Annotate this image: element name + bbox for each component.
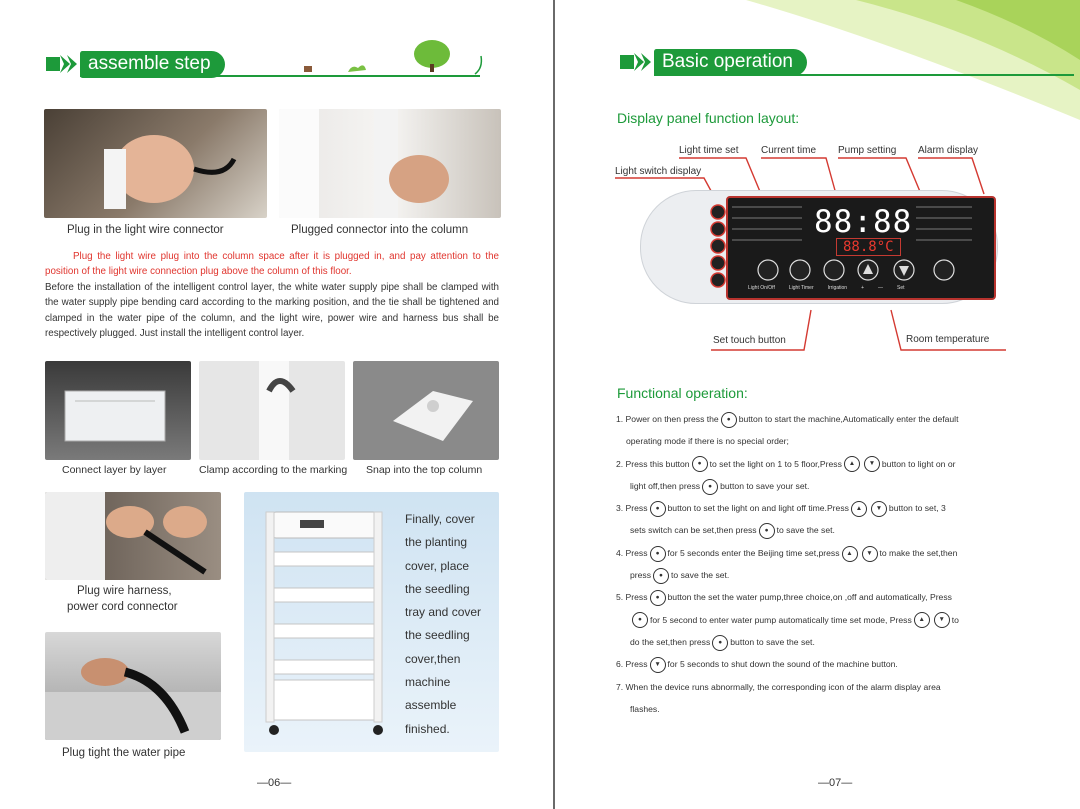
btn-label: Light Timer (788, 285, 814, 291)
step-1: 1. Power on then press the ● button to start the machine,Automatically enter the default (616, 408, 1036, 430)
down-button-icon: ▼ (871, 501, 887, 517)
photo-clamp-marking (199, 361, 345, 460)
confirm-button-icon: ● (702, 479, 718, 495)
pump-segments (916, 206, 972, 250)
operation-steps: 1. Power on then press the ● button to start the machine,Automatically enter the default operating mode if there is no special order; 2. Press this button ● to set the light on 1 to 5 floor,Press ▲ ▼ button to light on or light off,then press ● button to save your set. 3. Press ● button to set the light on and light off time.Press ▲ ▼ button to set, 3 sets switch can be set,then press ● to save the set. 4. Press ● for 5 seconds enter the Beijing time set,press ▲ ▼ to make the set,then press ● to save the set. 5. Press ● button the set the water pump,three choice,on ,off and automatically, Press ● for 5 second to enter water pump automatically time set mode, Press ▲ ▼ to do the set,then press ● button to save the set. 6. Press ▼ for 5 seconds to shut down the sound of the machine button. 7. When the device runs abnormally, the corresponding icon of the alarm display area flashes. (616, 408, 1036, 720)
light-timer-segments (732, 206, 802, 250)
finally-line: Finally, cover (405, 512, 475, 526)
right-page (556, 0, 1080, 809)
down-button-icon: ▼ (650, 657, 666, 673)
pump-button-icon: ● (632, 612, 648, 628)
panel-callout-lines (556, 0, 1080, 360)
instruction-body: Before the installation of the intelligent control layer, the white water supply pipe shall be clamped with the water supply pipe bending card according to the marking position, and the tie shall be tightened and clamped in the water pipe of the column, and the light wire, power wire and harness bus shall be respectively plugged. Just install the intelligent control layer. (45, 281, 499, 340)
label-set-touch-button: Set touch button (713, 335, 786, 346)
step-2: 2. Press this button ● to set the light on 1 to 5 floor,Press ▲ ▼ button to light on or (616, 453, 1036, 475)
confirm-button-icon: ● (721, 412, 737, 428)
page-number-left: —06— (257, 777, 292, 789)
down-button-icon: ▼ (934, 612, 950, 628)
down-button-icon: ▼ (862, 546, 878, 562)
photo-plugged-connector (279, 109, 501, 218)
finally-line: assemble (405, 698, 457, 713)
photo-snap-top (353, 361, 499, 460)
up-button-icon: ▲ (914, 612, 930, 628)
caption-clamp-marking: Clamp according to the marking (199, 464, 348, 476)
caption-wire-harness-1: Plug wire harness, (77, 585, 172, 597)
tree-decoration-icon (300, 36, 490, 78)
pump-button-icon: ● (650, 590, 666, 606)
header-title: Basic operation (654, 49, 807, 76)
finally-text (405, 508, 495, 741)
finally-line: finished. (405, 721, 450, 736)
caption-plug-light-wire: Plug in the light wire connector (67, 224, 224, 236)
btn-label: Set (896, 285, 905, 291)
functional-operation-heading: Functional operation: (617, 385, 748, 401)
photo-connect-layer (45, 361, 191, 460)
confirm-button-icon: ● (759, 523, 775, 539)
display-panel-heading: Display panel function layout: (617, 110, 800, 126)
caption-wire-harness-2: power cord connector (67, 601, 178, 613)
finally-line: the seedling (405, 628, 470, 643)
instruction-warning: Plug the light wire plug into the column space after it is plugged in, and pay attention to the position of the light wire connection plug above the column of this floor. (45, 251, 499, 278)
caption-water-pipe: Plug tight the water pipe (62, 747, 186, 759)
page-gutter (553, 0, 555, 809)
panel-button-row (754, 258, 970, 284)
step-4: 4. Press ● for 5 seconds enter the Beijing time set,press ▲ ▼ to make the set,then (616, 542, 1036, 564)
confirm-button-icon: ● (653, 568, 669, 584)
label-light-time-set: Light time set (679, 145, 739, 156)
caption-snap-top: Snap into the top column (366, 464, 483, 476)
finally-line: cover,then (405, 651, 461, 666)
clock-display: 88:88 (814, 204, 913, 240)
caption-plugged-connector: Plugged connector into the column (291, 224, 469, 236)
finally-line: machine (405, 675, 451, 690)
page-number-right: —07— (818, 777, 853, 789)
timer-button-icon: ● (650, 546, 666, 562)
step-5: 5. Press ● button the set the water pump,three choice,on ,off and automatically, Press (616, 586, 1036, 608)
temperature-display: 88.8°C (836, 238, 901, 256)
photo-water-pipe (45, 632, 221, 740)
up-button-icon: ▲ (842, 546, 858, 562)
light-button-icon: ● (692, 456, 708, 472)
btn-label: Irrigation (827, 285, 848, 291)
finally-line: the seedling (405, 581, 470, 596)
caption-connect-layer: Connect layer by layer (62, 464, 167, 476)
photo-assembled-product (244, 492, 499, 752)
finally-line: the planting (405, 535, 468, 550)
instruction-paragraph (45, 249, 499, 341)
step-6: 6. Press ▼ for 5 seconds to shut down the sound of the machine button. (616, 653, 1036, 675)
down-button-icon: ▼ (864, 456, 880, 472)
label-room-temperature: Room temperature (906, 334, 990, 345)
photo-wire-harness (45, 492, 221, 580)
label-light-switch-display: Light switch display (615, 166, 702, 177)
step-3: 3. Press ● button to set the light on and light off time.Press ▲ ▼ button to set, 3 (616, 497, 1036, 519)
step-7: 7. When the device runs abnormally, the corresponding icon of the alarm display area (616, 681, 941, 692)
btn-label: — (877, 285, 883, 291)
label-current-time: Current time (761, 145, 817, 156)
finally-line: tray and cover (405, 605, 482, 620)
light-switch-indicators (708, 202, 728, 294)
photo-plug-light-wire (44, 109, 267, 218)
double-arrow-icon (46, 53, 80, 75)
label-alarm-display: Alarm display (918, 145, 979, 156)
panel-button-labels (748, 285, 988, 291)
btn-label: + (861, 285, 864, 291)
timer-button-icon: ● (650, 501, 666, 517)
header-title: assemble step (80, 51, 225, 78)
btn-label: Light On/Off (748, 285, 775, 291)
finally-line: cover, place (405, 558, 470, 573)
label-pump-setting: Pump setting (838, 145, 897, 156)
confirm-button-icon: ● (712, 635, 728, 651)
up-button-icon: ▲ (851, 501, 867, 517)
panel-screen (726, 196, 996, 300)
up-button-icon: ▲ (844, 456, 860, 472)
